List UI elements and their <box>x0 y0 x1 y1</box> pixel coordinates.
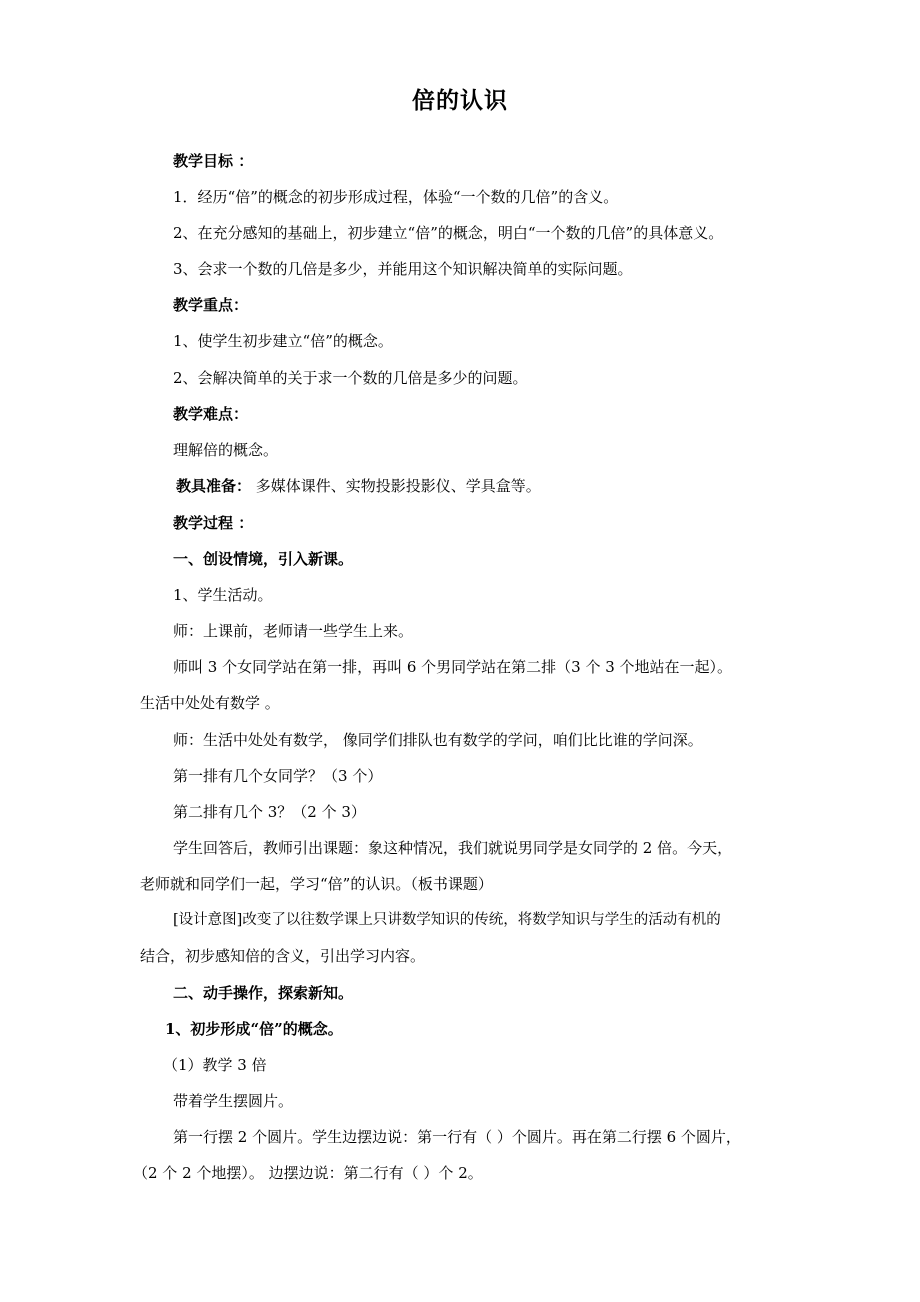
section2-heading: 二、动手操作，探索新知。 <box>173 984 354 1002</box>
section2-line: （2 个 2 个地摆）。 边摆边说：第二行有（ ）个 2。 <box>133 1164 483 1182</box>
section1-heading: 一、创设情境，引入新课。 <box>173 550 354 568</box>
section2-sub-heading: 1、初步形成“倍”的概念。 <box>165 1020 343 1038</box>
design-intent-line: 结合，初步感知倍的含义，引出学习内容。 <box>140 947 426 965</box>
section1-line: 第二排有几个 3？（2 个 3） <box>173 803 366 821</box>
key-points-heading: 教学重点： <box>173 296 249 314</box>
tools-heading: 教具准备： <box>176 477 252 495</box>
section1-line: 生活中处处有数学 。 <box>140 694 280 712</box>
tools-line <box>176 476 541 496</box>
section1-line: 学生回答后，教师引出课题：象这种情况，我们就说男同学是女同学的 2 倍。今天， <box>173 839 733 857</box>
process-heading: 教学过程 ： <box>173 514 254 532</box>
key-point-item-1: 1、使学生初步建立“倍”的概念。 <box>173 332 393 350</box>
section1-line: 老师就和同学们一起，学习“倍”的认识。（板书课题） <box>140 875 493 893</box>
section2-line: 带着学生摆圆片。 <box>173 1092 294 1110</box>
objective-item-1: 1．经历“倍”的概念的初步形成过程，体验“一个数的几倍”的含义。 <box>173 188 619 206</box>
section1-line: 第一排有几个女同学？（3 个） <box>173 767 383 785</box>
design-intent-line: [设计意图]改变了以往数学课上只讲数学知识的传统，将数学知识与学生的活动有机的 <box>173 912 721 928</box>
section1-line: 1、学生活动。 <box>173 586 273 604</box>
tools-text: 多媒体课件、实物投影投影仪、学具盒等。 <box>251 477 541 495</box>
objective-item-2: 2、在充分感知的基础上，初步建立“倍”的概念，明白“一个数的几倍”的具体意义。 <box>173 224 724 242</box>
difficulties-heading: 教学难点： <box>173 405 249 423</box>
section1-line: 师：生活中处处有数学， 像同学们排队也有数学的学问，咱们比比谁的学问深。 <box>173 731 703 749</box>
page-title: 倍的认识 <box>412 87 508 114</box>
objective-item-3: 3、会求一个数的几倍是多少，并能用这个知识解决简单的实际问题。 <box>173 260 633 278</box>
section1-line: 师叫 3 个女同学站在第一排，再叫 6 个男同学站在第二排（3 个 3 个地站在一起）。 <box>173 658 733 676</box>
difficulties-text: 理解倍的概念。 <box>173 441 279 459</box>
section2-line: （1）教学 3 倍 <box>163 1056 267 1074</box>
section1-line: 师：上课前，老师请一些学生上来。 <box>173 622 414 640</box>
section2-line: 第一行摆 2 个圆片。学生边摆边说：第一行有（ ）个圆片。再在第二行摆 6 个圆片， <box>173 1128 741 1146</box>
key-point-item-2: 2、会解决简单的关于求一个数的几倍是多少的问题。 <box>173 369 528 387</box>
objectives-heading: 教学目标 ： <box>173 152 254 170</box>
